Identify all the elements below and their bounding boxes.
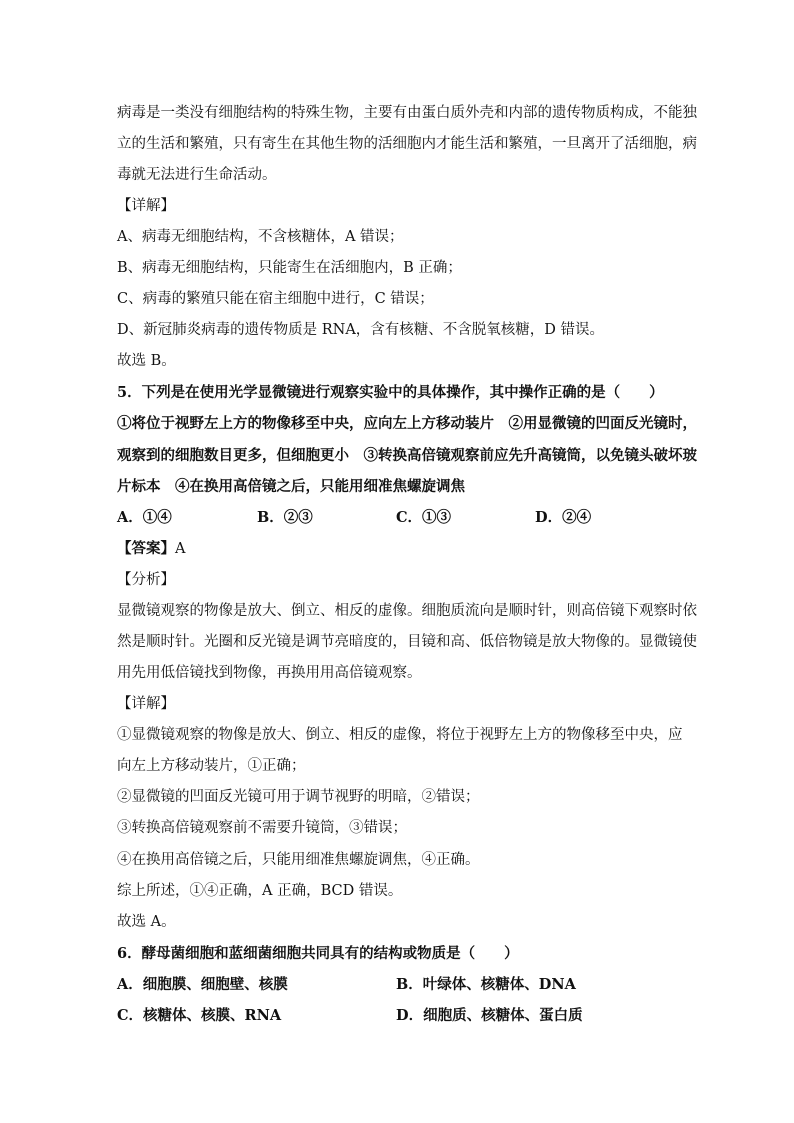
detail-line: B、病毒无细胞结构，只能寄生在活细胞内，B 正确； bbox=[117, 260, 462, 276]
option-b: B．②③ bbox=[257, 509, 313, 526]
section-heading-detail: 【详解】 bbox=[117, 198, 175, 214]
conclusion-line: 故选 B。 bbox=[117, 353, 176, 369]
question-body-line: 片标本 ④在换用高倍镜之后，只能用细准焦螺旋调焦 bbox=[117, 478, 465, 495]
detail-line: A、病毒无细胞结构，不含核糖体，A 错误； bbox=[117, 229, 404, 245]
option-d: D．②④ bbox=[535, 509, 592, 526]
detail-line: ④在换用高倍镜之后，只能用细准焦螺旋调焦，④正确。 bbox=[117, 852, 480, 868]
section-heading-detail: 【详解】 bbox=[117, 696, 175, 712]
option-c: C．①③ bbox=[396, 509, 452, 526]
question-stem: 5．下列是在使用光学显微镜进行观察实验中的具体操作，其中操作正确的是（ ） bbox=[117, 384, 664, 401]
analysis-line: 用先用低倍镜找到物像，再换用用高倍镜观察。 bbox=[117, 665, 422, 681]
question-body-line: 观察到的细胞数目更多，但细胞更小 ③转换高倍镜观察前应先升高镜筒，以免镜头破坏玻 bbox=[117, 447, 697, 464]
answer-value: A bbox=[175, 541, 186, 557]
detail-line: ①显微镜观察的物像是放大、倒立、相反的虚像，将位于视野左上方的物像移至中央，应 bbox=[117, 727, 683, 743]
answer-row bbox=[117, 539, 185, 559]
detail-line: ③转换高倍镜观察前不需要升镜筒，③错误； bbox=[117, 820, 407, 836]
summary-line: 综上所述，①④正确，A 正确，BCD 错误。 bbox=[117, 883, 403, 899]
intro-line: 毒就无法进行生命活动。 bbox=[117, 167, 277, 183]
option-a: A．细胞膜、细胞壁、核膜 bbox=[117, 976, 288, 993]
answer-label: 【答案】 bbox=[117, 540, 175, 557]
option-c: C．核糖体、核膜、RNA bbox=[117, 1007, 282, 1024]
conclusion-line: 故选 A。 bbox=[117, 914, 176, 930]
detail-line: D、新冠肺炎病毒的遗传物质是 RNA，含有核糖、不含脱氧核糖，D 错误。 bbox=[117, 322, 605, 338]
analysis-line: 显微镜观察的物像是放大、倒立、相反的虚像。细胞质流向是顺时针，则高倍镜下观察时依 bbox=[117, 603, 697, 619]
option-a: A．①④ bbox=[117, 509, 172, 526]
section-heading-analysis: 【分析】 bbox=[117, 572, 175, 588]
intro-line: 立的生活和繁殖，只有寄生在其他生物的活细胞内才能生活和繁殖，一旦离开了活细胞，病 bbox=[117, 136, 697, 152]
detail-line: C、病毒的繁殖只能在宿主细胞中进行，C 错误； bbox=[117, 291, 434, 307]
question-body-line: ①将位于视野左上方的物像移至中央，应向左上方移动装片 ②用显微镜的凹面反光镜时， bbox=[117, 415, 697, 432]
intro-line: 病毒是一类没有细胞结构的特殊生物，主要有由蛋白质外壳和内部的遗传物质构成，不能独 bbox=[117, 105, 697, 121]
detail-line: ②显微镜的凹面反光镜可用于调节视野的明暗，②错误； bbox=[117, 789, 480, 805]
analysis-line: 然是顺时针。光圈和反光镜是调节亮暗度的，目镜和高、低倍物镜是放大物像的。显微镜使 bbox=[117, 634, 697, 650]
option-d: D．细胞质、核糖体、蛋白质 bbox=[396, 1007, 583, 1024]
option-b: B．叶绿体、核糖体、DNA bbox=[396, 976, 576, 993]
detail-line: 向左上方移动装片，①正确； bbox=[117, 758, 306, 774]
question-stem: 6．酵母菌细胞和蓝细菌细胞共同具有的结构或物质是（ ） bbox=[117, 945, 519, 962]
